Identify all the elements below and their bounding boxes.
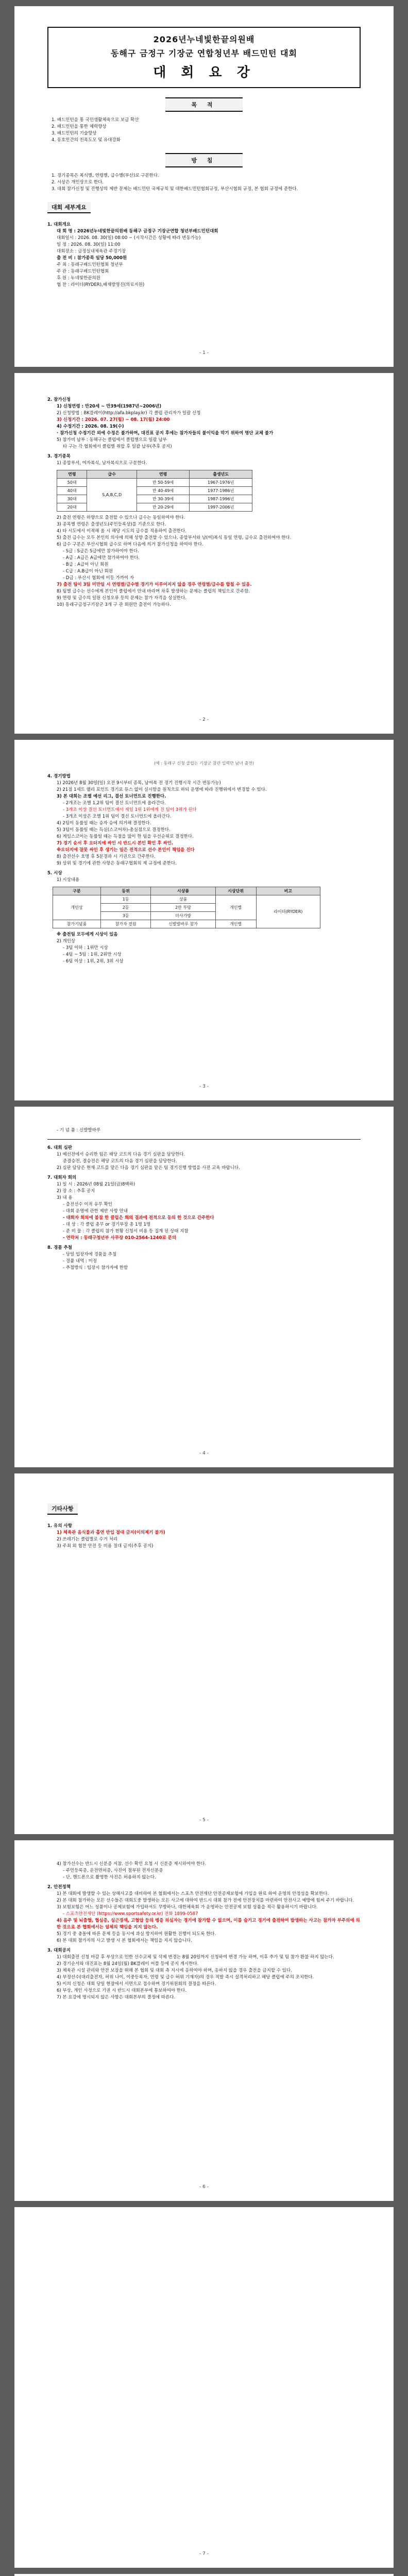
section-heading: 2. 안전정책 bbox=[47, 1885, 71, 1890]
method-item: 2) 21점 1세트 랠리 포인트 경기로 듀스 없이 실시함을 원칙으로 하되 운영에 따라 진행위에서 변경할 수 있다. bbox=[57, 787, 267, 792]
table-cell: 1967-1976년 bbox=[190, 479, 252, 487]
table-row bbox=[53, 895, 320, 904]
divider bbox=[47, 1139, 361, 1140]
caution-item: 1) 체육관 음식물과 흡연 반입 절대 금지(이의제기 불가) bbox=[57, 1530, 165, 1535]
safety-item: - 스포츠안전재단 (https://www.sportsafety.or.kr) 전화 1899-0587 bbox=[63, 1911, 198, 1917]
policy-item: 3. 대회 참가신청 및 진행상의 제반 문제는 배드민턴 국제규칙 및 대한배드민턴협회규정, 부산시협회 규정, 본 협회 규정에 준한다. bbox=[52, 187, 298, 192]
page-number: - 2 - bbox=[199, 717, 209, 722]
table-cell: 개인별 bbox=[215, 920, 256, 928]
table-header: 연령 bbox=[137, 470, 190, 479]
page-number: - 4 - bbox=[199, 1451, 209, 1456]
referee-item: 준결승전, 결승전은 해당 코트의 다음 경기 심판을 담당한다. bbox=[63, 1159, 177, 1164]
safety-item: 3) 보험보험은 어느 성품이나 공제보험에 가입하셔도 무방하나, 대한체육회 가 운영하는 안전공제 보험 상품을 적극 활용하시기 바랍니다. bbox=[57, 1905, 318, 1910]
table-cell: 1등 bbox=[100, 895, 150, 904]
event-note: - B급 : A급이 아닌 회원 bbox=[63, 562, 109, 567]
page-number: - 1 - bbox=[199, 350, 209, 355]
section-heading: 2. 참가신청 bbox=[47, 397, 71, 402]
document-page-2 bbox=[14, 373, 394, 734]
safety-item: 2) 본 대회 참가하는 모든 선수들은 대회도중 발생하는 모든 사고에 대하여 반드시 대회 참가 전에 안전장치를 마련하여 안전사고 예방에 힘써 주기 바랍니다. bbox=[57, 1898, 354, 1903]
table-cell: 30대 bbox=[57, 495, 87, 503]
title-box bbox=[47, 27, 361, 88]
caution-item: - 주민등록증, 운전면허증, 사진이 첨부된 전자신분증 bbox=[63, 1868, 163, 1873]
prize-table bbox=[53, 887, 320, 928]
details-row: 후 원 : 누네빛한끝의원 bbox=[57, 276, 100, 281]
table-header: 시상단위 bbox=[215, 887, 256, 895]
document-page-8 bbox=[14, 2574, 394, 2576]
event-note: 5) 출전 급수는 모두 본인의 의사에 의해 상향 출전할 수 있으나, 종합부서와 남(여)복식 동일 연령, 급수로 출전하여야 한다. bbox=[57, 535, 292, 540]
group-item: - 4팀 ~ 5팀 : 1위, 2위만 시상 bbox=[63, 952, 122, 957]
table-cell: 참가자 전원 bbox=[100, 920, 150, 928]
purpose-item: 3. 배드민턴의 기술향상 bbox=[52, 131, 97, 136]
event-note: - C급 : A.B급이 아닌 회원 bbox=[63, 569, 113, 574]
event-note: 2) 출전 연령은 하향으로 출전할 수 있으나 급수는 동일하여야 한다. bbox=[57, 515, 185, 520]
table-cell: 라이더(RYDER) bbox=[256, 895, 320, 928]
table-cell: 1987-1996년 bbox=[190, 495, 252, 503]
table-cell: 신발발바루 참가 bbox=[151, 920, 215, 928]
policy-item: 2. 시상은 개인상으로 한다. bbox=[52, 180, 104, 185]
notice-item: 3) 체육관 시설 관리와 안전 보장을 위해 본 협회 및 대회 측 지시에 응하여야 하며, 응하지 않을 경우 출전을 금지할 수 있다. bbox=[57, 1968, 292, 1973]
caution-item: 4) 참가선수는 반드시 신분증 지참. 선수 확인 요청 시 신분증 제시하여야 한다. bbox=[57, 1861, 207, 1867]
method-item: 7) 경기 순서 후 오더지에 싸인 시 반드시 본인 확인 후 싸인. bbox=[57, 841, 174, 846]
document-page-5 bbox=[14, 1473, 394, 1834]
section-label-policy: 방 침 bbox=[165, 153, 243, 167]
table-cell: 3등 bbox=[100, 912, 150, 920]
details-row: 주 최 : 동래구배드민턴협회 청년부 bbox=[57, 262, 123, 267]
method-item: - 2개조는 조별 1,2위 팀이 결선 토너먼트에 올라간다. bbox=[63, 801, 166, 806]
method-item: 1) 2026년 8월 30일(일) 오전 9시부터 종목, 남여복 전 경기 진행시작 시간 변동가능) bbox=[57, 781, 221, 786]
table-cell: S,A,B,C,D bbox=[87, 479, 137, 512]
safety-item: 6) 본 대회 참가자의 사고 발생 시 본 협회에서는 책임을 지지 않습니다. bbox=[57, 1938, 192, 1943]
table-row bbox=[57, 495, 252, 503]
caution-item: - 단, 핸드폰으로 촬영한 사진은 허용하지 않는다. bbox=[63, 1875, 156, 1880]
table-row bbox=[57, 479, 252, 487]
table-header: 구분 bbox=[53, 887, 101, 895]
table-cell: 개인별 bbox=[215, 895, 256, 920]
method-item: 5) 3팀이 동률일 때는 득실(스코어차)-총실점으로 결정한다. bbox=[57, 827, 171, 833]
table-row bbox=[57, 503, 252, 512]
details-row: 주 관 : 동래구배드민턴협회 bbox=[57, 269, 109, 274]
table-header: 급수 bbox=[87, 470, 137, 479]
top-note: (예 : 동래구 신청 클럽는 기장군 참관 입력만 남녀 출전) bbox=[154, 761, 254, 766]
apply-item: · 참가신청 수정기간 외에 수정은 불가하며, 대진표 공지 후에는 참가자들의 불이익을 막기 위하여 명단 교체 불가 bbox=[57, 431, 274, 436]
section-label-details: 대회 세부계요 bbox=[47, 202, 91, 213]
meeting-item: - 대회자 회의에 불참 한 클럽은 회의 결과에 전적으로 동의 한 것으로 간주한다 bbox=[63, 1215, 214, 1221]
apply-item: 5) 참가비 납부 : 동해구는 클럽에서 클럽별으로 일괄 납부 bbox=[57, 437, 167, 443]
event-note: 8) 팀별 급수는 선수에게 본인이 클럽에서 안내 바라며 차후 발생하는 문제는 클럽의 책임으로 간주함. bbox=[57, 589, 250, 594]
method-item: 9) 상위 및 경기에 관한 사항은 동래구협회의 제 규정에 준한다. bbox=[57, 861, 177, 866]
table-header: 출생년도 bbox=[190, 470, 252, 479]
group-item: - 3팀 이하 : 1위만 시상 bbox=[63, 945, 108, 951]
age-table bbox=[57, 470, 252, 512]
details-row: 일 정 : 2026. 08. 30(일) 11:00 bbox=[57, 242, 121, 247]
meeting-item: 2) 장 소 : 추후 공지 bbox=[57, 1189, 95, 1194]
purpose-item: 4. 동호인간의 친목도모 및 유대강화 bbox=[52, 138, 121, 143]
apply-item: 타 구는 각 협회에서 클럽별 취합 후 일괄 납부(추후 공지) bbox=[63, 444, 172, 449]
document-page-6 bbox=[14, 1840, 394, 2201]
details-row: 협 찬 : 라이더(RYDER),배재방명진(의료지원) bbox=[57, 282, 145, 287]
document-page-7 bbox=[14, 2207, 394, 2568]
title-line-2: 동해구 금정구 기장군 연합청년부 배드민턴 대회 bbox=[111, 48, 297, 58]
section-heading: 8. 경품 추첨 bbox=[47, 1245, 72, 1250]
table-header: 등위 bbox=[100, 887, 150, 895]
notice-item: 5) 이의 신청은 대회 당일 현장에서 서면으로 접수하며 경기위원회의 결정을 따른다. bbox=[57, 1981, 216, 1987]
referee-item: 1) 예선전에서 승리한 팀은 해당 코트의 다음 경기 심판을 담당한다. bbox=[57, 1152, 185, 1157]
method-item: - 3개조 이상 결선 토너먼트에서 제일 1위 1위에게 진 팀이 3위가 된다 bbox=[63, 807, 197, 812]
page-number: - 5 - bbox=[199, 1818, 209, 1823]
details-heading: 1. 대회개요 bbox=[47, 222, 71, 227]
notice-item: 4) 부정선수(대리출전자, 허위 나이, 이중등록자, 연령 및 급수 허위 기재자)의 경우 적발 즉시 실격처리하고 해당 클럽에 주의 조치한다. bbox=[57, 1975, 314, 1980]
policy-item: 1. 경기종목은 복식별, 연령별, 급수별(부산)로 구분한다. bbox=[52, 173, 159, 178]
details-row: 대회장소 : 금정실내체육관 주경기장 bbox=[57, 249, 126, 254]
table-cell: 2등 bbox=[100, 904, 150, 912]
notice-item: 1) 대회출전 신청 마감 후 부상으로 인한 선수교체 및 삭제 변경는 8월 20일까지 신청하여 변경 가능 하며, 이후 추가 및 팀 참가 환불 하지 않는다. bbox=[57, 1955, 334, 1960]
event-note: 6) 급수 구분은 부산시협회 급수로 하며 다음에 의거 참가신청을 하여야 한다. bbox=[57, 542, 203, 547]
page-number: - 3 - bbox=[199, 1084, 209, 1089]
apply-item: 3) 신청기간 : 2026. 07. 27(월) ~ 08. 17(월) 24:00 bbox=[57, 417, 170, 422]
event-note: 7) 출전 팀이 3팀 미만일 시 연령별/급수별 경기가 이루어지지 않을 경우 연령별/급수를 합칠 수 있음. bbox=[57, 582, 252, 587]
document-page-4 bbox=[14, 1107, 394, 1467]
prize-note: ※ 출전팀 모두에게 시상이 있음 bbox=[57, 932, 118, 937]
method-item: 8) 출전선수 호명 후 5분경과 시 기권으로 간주한다. bbox=[57, 854, 156, 859]
section-heading: 5. 시상 bbox=[47, 871, 62, 876]
event-note: 4) 타 시도에서 이적해 올 시 해당 시도의 급수를 적용하여 출전한다. bbox=[57, 529, 186, 534]
section-heading: 6. 대회 심판 bbox=[47, 1145, 72, 1150]
method-item: 6) 게임스코어는 동률일 때는 득점을 많이 한 팀을 우선순위로 결정한다. bbox=[57, 834, 194, 839]
section-label-purpose: 목 적 bbox=[165, 97, 243, 112]
table-row bbox=[57, 487, 252, 495]
page-number: - 7 - bbox=[199, 2551, 209, 2556]
group-item: - 6팀 이상 : 1위, 2위, 3위 시상 bbox=[63, 959, 124, 964]
referee-item: 2) 심판 담당은 현재 코트를 맡은 다음 경기 심판을 맡은 팀 경기진행 방법을 사전 교육 바랍니다. bbox=[57, 1165, 240, 1171]
purpose-item: 2. 배드민턴을 통한 체력향상 bbox=[52, 124, 107, 129]
table-cell: 2만 부당 bbox=[151, 904, 215, 912]
method-item: 4) 2팀이 동률일 때는 승자 승에 의거해 결정한다. bbox=[57, 821, 151, 826]
document-page-1 bbox=[14, 6, 394, 367]
section-heading: 1. 유의 사항 bbox=[47, 1523, 72, 1529]
meeting-item: 1) 일 시 : 2026년 08월 21일(금)8백하) bbox=[57, 1182, 135, 1187]
table-cell: 50대 bbox=[57, 479, 87, 487]
details-row: 대 회 명 : 2026년누네빛한끝의원배 동해구 금정구 기장군연합 청년부배드민턴대회 bbox=[57, 229, 218, 234]
lottery-item: - 당일 입장자에 경품을 추첨 bbox=[63, 1252, 117, 1257]
event-note: - S급 : S급은 S급에만 참가하여야 한다. bbox=[63, 549, 139, 554]
section-heading: 7. 대회자 회의 bbox=[47, 1175, 77, 1180]
meeting-item: - 출전선수 이적 유무 확인 bbox=[63, 1202, 112, 1207]
method-item: - 3개조 이상은 조별 1위 팀이 결선 토너먼트에 올라간다. bbox=[63, 814, 172, 819]
section-heading: 3. 경기종목 bbox=[47, 454, 71, 459]
section-heading: 4. 경기방법 bbox=[47, 774, 71, 779]
event-note: - D급 : 부산시 협회에 미등 가까이 자 bbox=[63, 575, 134, 581]
caution-item: 2) 쓰레기는 클럽별로 수거 처리 bbox=[57, 1537, 118, 1542]
event-note: 3) 종목별 연령은 출생년도(주민등록상)를 기준으로 한다. bbox=[57, 522, 166, 527]
table-cell: 20대 bbox=[57, 503, 87, 512]
page-number: - 6 - bbox=[199, 2184, 209, 2190]
prize-sub: 1) 시상내용 bbox=[57, 877, 80, 883]
table-cell: 참가기념품 bbox=[53, 920, 101, 928]
event-note: - A급 : A급은 A급에만 참가하여야 한다. bbox=[63, 555, 140, 561]
caution-item: 3) 주최 외 협찬 안전 등 비용 절대 금지(추후 공지) bbox=[57, 1544, 154, 1549]
event-note: 10) 동래구금정구기장군 3개 구 관 회원만 출전이 가능하다. bbox=[57, 602, 171, 607]
event-sub: 1) 종합부서, 여자복식, 남자복식으로 구분한다. bbox=[57, 461, 147, 466]
table-cell: 만 30-39세 bbox=[137, 495, 190, 503]
safety-item: 5) 경기 중 충돌에 따른 문제 등을 동시에 과실 방지하여 원활한 진행이 되도록 한다. bbox=[57, 1931, 216, 1937]
title-line-3: 대 회 요 강 bbox=[153, 65, 255, 80]
apply-item: 2) 신청방법 : BK플레이(http://afa.bkplay.kr) 각 클럽 관리자가 일괄 신청 bbox=[57, 411, 201, 416]
meeting-item: 3) 내 용 bbox=[57, 1195, 73, 1200]
document-page-3 bbox=[14, 740, 394, 1100]
table-cell: 만 50-59세 bbox=[137, 479, 190, 487]
section-heading: 3. 대회공지 bbox=[47, 1948, 71, 1953]
meeting-item: - 준 비 물 : 각 클럽의 참가 현황 신청서 비용 등 집계 된 상태 지참 bbox=[63, 1229, 189, 1234]
table-cell: 40대 bbox=[57, 487, 87, 495]
title-line-1: 2026년누네빛한끝의원배 bbox=[153, 35, 255, 44]
lottery-item: - 추첨방식 : 입장시 참가자에 한함 bbox=[63, 1265, 128, 1270]
safety-item: 4) 음주 및 뇌출혈, 협심증, 심근경색, 고혈압 등의 병증 의심자는 경기에 참가할 수 없으며, 이를 숨기고 경기에 출전하여 발생하는 사고는 참가자 부주의에 의한 것으로 본 협회에서는 일체의 책임을 지지 않는다. bbox=[57, 1918, 360, 1930]
table-cell: 1997-2006년 bbox=[190, 503, 252, 512]
lottery-item: - 경품 내역 : 미정 bbox=[63, 1259, 97, 1264]
table-cell: 상품 bbox=[151, 895, 215, 904]
notice-item: 7) 본 요강에 명시되지 않은 사항은 대회본부의 결정에 따른다. bbox=[57, 1995, 176, 2000]
details-row: 대회일시 : 2026. 08. 30(일) 08:00 ~ (시작시간은 상황에 따라 변동가능) bbox=[57, 235, 201, 241]
top-note: - 기 념 품 : 신발발바루 bbox=[57, 1128, 101, 1133]
meeting-contact: - 연락처 : 동래구청년부 사무장 010-2564-1240로 문의 bbox=[63, 1235, 176, 1241]
table-header: 비고 bbox=[256, 887, 320, 895]
table-cell: 만 20-29세 bbox=[137, 503, 190, 512]
purpose-item: 1. 배드민턴을 통 국민생활체육으로 보급 확산 bbox=[52, 117, 139, 123]
apply-item: 4) 수정기간 : 2026. 08. 19(수) bbox=[57, 424, 124, 429]
section-label-etc: 기타사항 bbox=[47, 1503, 78, 1515]
table-cell: 미사가방 bbox=[151, 912, 215, 920]
notice-item: 6) 부상, 개인 사정으로 기권 시 반드시 대회본부에 통보하여야 한다. bbox=[57, 1988, 186, 1993]
notice-item: 2) 경기순서와 대진표는 8월 24일(월) BK플레이 어플 등에 공지 게시한다. bbox=[57, 1961, 199, 1967]
table-cell: 1977-1986년 bbox=[190, 487, 252, 495]
method-item: ※오더지에 잘못 싸인 후 생기는 일은 전적으로 선수 본인이 책임을 진다 bbox=[57, 848, 195, 853]
details-row: 출 전 비 : 참가종목 일당 50,000원 bbox=[57, 256, 127, 261]
table-header: 연령 bbox=[57, 470, 87, 479]
table-cell: 개인상 bbox=[53, 895, 101, 920]
apply-item: 1) 신청연령 : 만20세 ~ 만39세(1987년~2006년) bbox=[57, 404, 162, 409]
safety-item: 1) 본 대회에 발생할 수 있는 상해사고를 대비하여 본 협회에서는 스포츠 안전재단 안전공제보험에 가입을 완료 하여 운영의 안정성을 확보한다. bbox=[57, 1891, 329, 1896]
table-cell: 만 40-49세 bbox=[137, 487, 190, 495]
method-item: 3) 본 대회는 조별 예선 리그, 결선 토너먼트로 진행한다. bbox=[57, 794, 166, 799]
table-header: 시상품 bbox=[151, 887, 215, 895]
meeting-item: - 대 상 : 각 클럽 총무 or 경기부장 총 1명 1명 bbox=[63, 1222, 151, 1227]
meeting-item: - 대회 운영에 관한 제반 사항 안내 bbox=[63, 1209, 128, 1214]
group-sub: 2) 개인상 bbox=[57, 939, 76, 944]
event-note: 9) 연령 및 급수의 일원 신청오류 등의 문제는 참가 자격을 상실한다. bbox=[57, 596, 186, 601]
